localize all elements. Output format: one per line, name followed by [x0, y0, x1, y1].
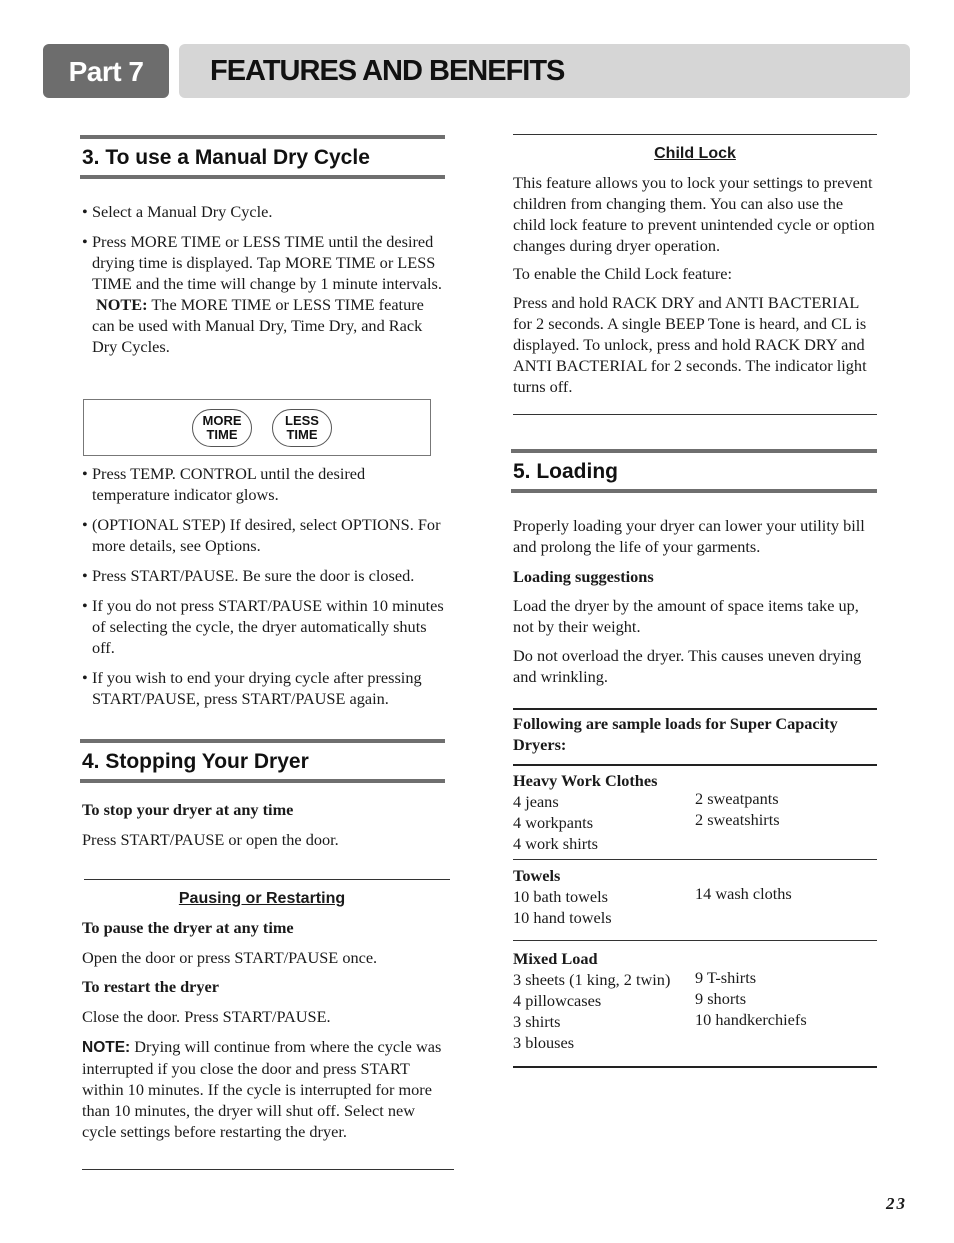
load-item: 2 sweatpants [695, 789, 779, 808]
load-item: 3 shirts [513, 1012, 561, 1031]
list-item: • If you wish to end your drying cycle after pressing START/PAUSE, press START/PAUSE again. [82, 667, 444, 709]
loading-heading: 5. Loading [511, 449, 877, 493]
load-item: 2 sweatshirts [695, 810, 780, 829]
pause-label: To pause the dryer at any time [82, 918, 294, 937]
pausing-heading: Pausing or Restarting [178, 890, 346, 907]
load-name: Towels [513, 866, 561, 885]
divider [513, 764, 877, 766]
part-tab: Part 7 [43, 44, 169, 98]
child-lock-p2: To enable the Child Lock feature: [513, 264, 733, 283]
sample-loads-title: Following are sample loads for Super Capacity Dryers: [513, 714, 838, 754]
list-item: • (OPTIONAL STEP) If desired, select OPTIONS. For more details, see Options. [82, 514, 444, 556]
pause-text: Open the door or press START/PAUSE once. [82, 948, 378, 967]
load-item: 9 shorts [695, 989, 747, 1008]
loading-suggestion-1: Load the dryer by the amount of space items take up, not by their weight. [513, 596, 859, 636]
divider [82, 1169, 454, 1170]
load-item: 3 blouses [513, 1033, 575, 1052]
stop-label: To stop your dryer at any time [82, 800, 294, 819]
stop-text: Press START/PAUSE or open the door. [82, 830, 339, 849]
load-item: 4 jeans [513, 792, 559, 811]
loading-intro: Properly loading your dryer can lower your utility bill and prolong the life of your garments. [513, 516, 865, 556]
load-item: 4 work shirts [513, 834, 599, 853]
load-name: Mixed Load [513, 949, 598, 968]
list-item: • If you do not press START/PAUSE within 10 minutes of selecting the cycle, the dryer automatically shuts off. [82, 595, 444, 658]
loading-suggestions-label: Loading suggestions [513, 567, 654, 586]
page-title: FEATURES AND BENEFITS [179, 44, 910, 98]
list-item [82, 231, 444, 357]
note-label: NOTE: [96, 295, 148, 314]
stopping-heading: 4. Stopping Your Dryer [80, 739, 445, 783]
load-item: 9 T-shirts [695, 968, 757, 987]
time-buttons-illustration [83, 399, 431, 456]
list-item: • Press TEMP. CONTROL until the desired temperature indicator glows. [82, 463, 444, 505]
child-lock-heading: Child Lock [654, 145, 736, 162]
divider [513, 134, 877, 135]
note-text: Drying will continue from where the cycle was interrupted if you close the door and press START within 10 minutes. If the cycle is interrupted for more than 10 minutes, the dryer will shut off. Select new cycle settings before restarting the dryer. [82, 1037, 442, 1141]
load-item: 14 wash cloths [695, 884, 792, 903]
divider [513, 414, 877, 415]
divider [513, 859, 877, 860]
list-item: • Press START/PAUSE. Be sure the door is closed. [82, 565, 444, 586]
manual-dry-steps-top [82, 201, 444, 357]
load-item: 10 handkerchiefs [695, 1010, 807, 1029]
child-lock-p3: Press and hold RACK DRY and ANTI BACTERIAL for 2 seconds. A single BEEP Tone is heard, and CL is displayed. To unlock, press and hold RACK DRY and ANTI BACTERIAL for 2 seconds. The indicator light turns off. [513, 293, 867, 396]
less-time-button[interactable]: LESS TIME [272, 409, 332, 447]
restart-text: Close the door. Press START/PAUSE. [82, 1007, 331, 1026]
restart-label: To restart the dryer [82, 977, 219, 996]
load-item: 10 bath towels [513, 887, 608, 906]
list-item-text: Press MORE TIME or LESS TIME until the desired drying time is displayed. Tap MORE TIME or LESS TIME and the time will change by 1 minute intervals. [92, 232, 442, 293]
stopping-note [82, 1036, 444, 1142]
divider [84, 879, 450, 880]
divider [513, 940, 877, 941]
divider [513, 1066, 877, 1068]
load-item: 10 hand towels [513, 908, 612, 927]
child-lock-p1: This feature allows you to lock your settings to prevent children from changing them. You can also use the child lock feature to prevent unintended cycle or option changes during dryer operation. [513, 173, 875, 255]
list-item: • Select a Manual Dry Cycle. [82, 201, 444, 222]
page-number: 23 [886, 1194, 907, 1213]
note-label: NOTE: [82, 1039, 131, 1056]
manual-dry-heading: 3. To use a Manual Dry Cycle [80, 135, 445, 179]
divider [513, 708, 877, 710]
load-item: 4 workpants [513, 813, 594, 832]
load-name: Heavy Work Clothes [513, 771, 658, 790]
note-text: The MORE TIME or LESS TIME feature can be used with Manual Dry, Time Dry, and Rack Dry Cycles. [92, 295, 424, 356]
manual-dry-steps-bottom [82, 463, 444, 718]
loading-suggestion-2: Do not overload the dryer. This causes uneven drying and wrinkling. [513, 646, 862, 686]
load-item: 4 pillowcases [513, 991, 602, 1010]
load-item: 3 sheets (1 king, 2 twin) [513, 970, 671, 989]
more-time-button[interactable]: MORE TIME [192, 409, 252, 447]
